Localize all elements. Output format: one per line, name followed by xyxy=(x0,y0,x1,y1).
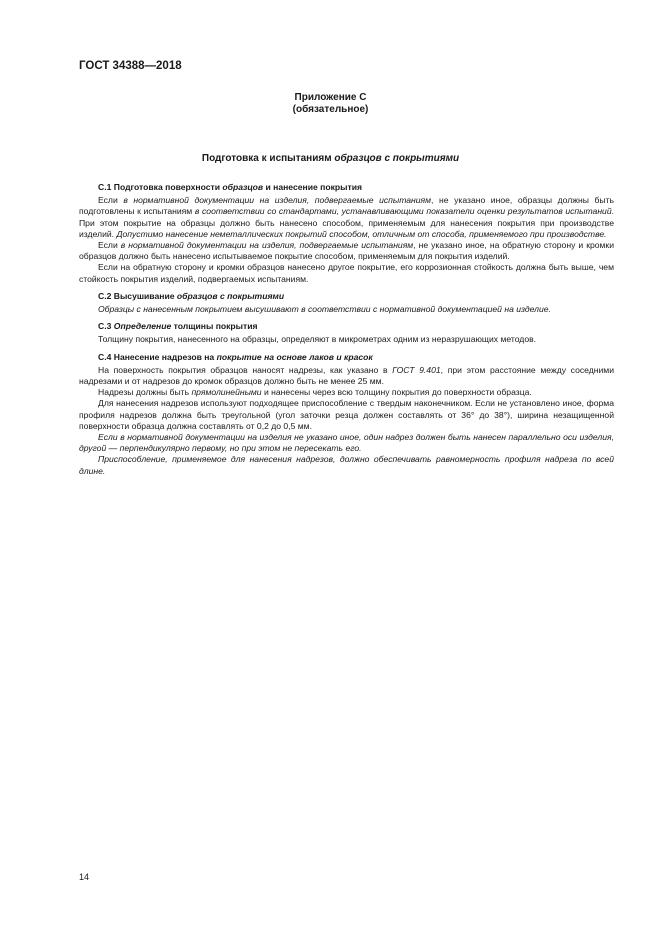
section-c3-heading-a: С.3 xyxy=(98,321,114,332)
appendix-title xyxy=(0,153,661,164)
text-run: , при этом расстояние между соседними надрезами и от надрезов до кромок образцов должно быть не менее 25 мм. xyxy=(79,364,615,387)
appendix-heading xyxy=(0,92,661,116)
section-c4-heading xyxy=(98,352,614,363)
section-c4-paragraph-3: Для нанесения надрезов используют подходящее приспособление с твердым наконечником. Если не установлено иное, форма профиля надрезов должна быть треугольной (угол заточки резца должен составлять от 36° до 38°), ширина незащищенной поверхности образца должна составлять от 0,2 до 0,5 мм. xyxy=(79,398,614,431)
section-c2-heading-b: образцов с покрытиями xyxy=(176,290,285,301)
section-c3-heading-b: Определение xyxy=(113,321,172,332)
section-c3-heading xyxy=(98,321,614,332)
page-number: 14 xyxy=(79,872,90,882)
text-run: Если xyxy=(98,195,124,206)
section-c4-paragraph-5: Приспособление, применяемое для нанесения надрезов, должно обеспечивать равномерность профиля надреза по всей длине. xyxy=(79,454,614,476)
section-c1-heading-c: и нанесение покрытия xyxy=(263,182,362,192)
document-body xyxy=(79,182,614,477)
text-run: Допустимо нанесение неметаллических покрытий способом, отличным от способа, применяемого при производстве. xyxy=(116,228,607,239)
section-c4-paragraph-4: Если в нормативной документации на изделия не указано иное, один надрез должен быть нанесен параллельно оси изделия, другой — перпендикулярно первому, но при этом не пересекать его. xyxy=(79,432,614,454)
title-emphasis: образцов с покрытиями xyxy=(334,153,460,164)
text-run: в нормативной документации на изделия, подвергаемые испытаниям xyxy=(120,240,414,251)
section-c4-paragraph-1 xyxy=(79,365,614,387)
section-c1-heading xyxy=(98,182,614,193)
title-prefix: Подготовка к испытаниям xyxy=(201,153,335,164)
text-run: ГОСТ 9.401 xyxy=(392,364,441,375)
text-run: Если xyxy=(98,240,121,251)
section-c3-heading-c: толщины покрытия xyxy=(171,321,258,332)
section-c1-paragraph-1 xyxy=(79,195,614,240)
section-c1-heading-b: образцов xyxy=(222,182,264,192)
section-c2-heading xyxy=(98,291,614,302)
text-run: . При этом покрытие на образцы должно быть нанесено способом, применяемым для нанесения покрытия при производстве изделий. xyxy=(79,206,615,239)
section-c4-paragraph-2 xyxy=(79,387,614,398)
text-run: Надрезы должны быть xyxy=(98,387,192,398)
standard-designation: ГОСТ 34388—2018 xyxy=(79,60,182,72)
section-c4-heading-b: покрытие на основе лаков и красок xyxy=(216,351,373,362)
section-c1-heading-a: С.1 Подготовка поверхности xyxy=(98,182,223,192)
text-run: в нормативной документации на изделия, подвергаемые испытаниям xyxy=(123,195,432,206)
text-run: и нанесены через всю толщину покрытия до поверхности образца. xyxy=(261,387,532,398)
section-c1-paragraph-2 xyxy=(79,240,614,262)
text-run: прямолинейными xyxy=(191,387,262,398)
section-c3-paragraph-1: Толщину покрытия, нанесенного на образцы, определяют в микрометрах одним из неразрушающих методов. xyxy=(98,334,537,345)
appendix-status: (обязательное) xyxy=(292,104,369,115)
section-c1-paragraph-3: Если на обратную сторону и кромки образцов нанесено другое покрытие, его коррозионная стойкость должна быть выше, чем стойкость покрытия изделий, подвергаемых испытаниям. xyxy=(79,262,614,284)
text-run: , не указано иное, на обратную сторону и кромки образцов должно быть нанесено испытываемое покрытие способом, применяемым для покрытия изделий. xyxy=(79,240,614,262)
text-run: На поверхность покрытия образцов наносят надрезы, как указано в xyxy=(98,364,393,375)
section-c2-heading-a: С.2 Высушивание xyxy=(98,290,177,301)
text-run: , не указано иное, образцы должны быть подготовлены к испытаниям xyxy=(79,195,614,217)
text-run: в соответствии со стандартами, устанавливающими показатели оценки результатов испытаний xyxy=(194,206,612,217)
section-c4-heading-a: С.4 Нанесение надрезов на xyxy=(98,351,217,362)
appendix-label: Приложение С xyxy=(294,92,367,103)
section-c2-paragraph-1: Образцы с нанесенным покрытием высушивают в соответствии с нормативной документацией на изделие. xyxy=(98,304,551,315)
